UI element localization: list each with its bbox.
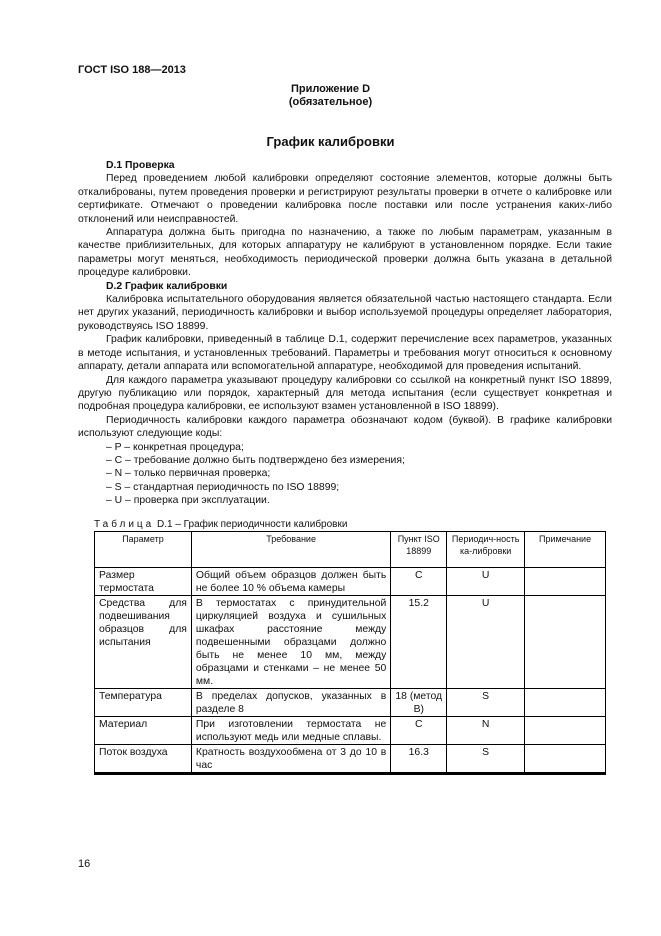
column-header: Пункт ISO 18899 [391, 532, 447, 568]
table-caption [94, 519, 347, 530]
paragraph: Калибровка испытательного оборудования является обязательной частью настоящего стандарта. Если нет других указаний, периодичность калибровки и выбор используемой процедуры определяет лаборатория, руководствуясь ISO 18899. [78, 294, 612, 332]
table-cell: Средства для подвешивания образцов для испытания [95, 596, 192, 689]
table-cell [525, 717, 606, 745]
section-heading-d1: D.1 Проверка [106, 160, 175, 171]
table-row [95, 745, 606, 774]
code-list [78, 441, 612, 508]
table-cell: U [447, 568, 525, 596]
document-id: ГОСТ ISO 188—2013 [78, 64, 186, 76]
table-cell: Поток воздуха [95, 745, 192, 774]
table-row [95, 689, 606, 717]
table-row [95, 568, 606, 596]
annex-title: Приложение D [290, 83, 371, 95]
page-number: 16 [78, 858, 91, 870]
table-cell: В термостатах с принудительной циркуляцией воздуха и сушильных шкафах расстояние между подвешенными образцами должно быть не менее 10 мм, между образцами и стенками – не менее 50 мм. [191, 596, 390, 689]
table-row [95, 717, 606, 745]
calibration-table [94, 531, 606, 775]
column-header: Примечание [525, 532, 606, 568]
table-cell [525, 689, 606, 717]
paragraph: Для каждого параметра указывают процедуру калибровки со ссылкой на конкретный пункт ISO 18899, другую публикацию или порядок, характерный для метода испытания (если существует конкретная и подробная процедура калибровки, ее используют взамен установленной в ISO 18899). [78, 374, 612, 413]
list-item: – S – стандартная периодичность по ISO 18899; [106, 481, 340, 493]
table-cell: 18 (метод B) [391, 689, 447, 717]
list-item: – U – проверка при эксплуатации. [106, 495, 270, 507]
table-header-row [95, 532, 606, 568]
table-cell: При изготовлении термостата не используют медь или медные сплавы. [191, 717, 390, 745]
column-header: Периодич-ность ка-либровки [447, 532, 525, 568]
paragraph: Периодичность калибровки каждого параметра обозначают кодом (буквой). В графике калибровки используют следующие коды: [78, 414, 612, 440]
table-cell: S [447, 689, 525, 717]
section-heading-d2: D.2 График калибровки [106, 280, 228, 292]
table-caption-text: D.1 – График периодичности калибровки [154, 519, 348, 530]
annex-status: (обязательное) [288, 96, 373, 108]
table-caption-prefix: Таблица [94, 519, 155, 530]
table-cell [525, 568, 606, 596]
table-cell: Размер термостата [95, 568, 192, 596]
table-cell: U [447, 596, 525, 689]
table-cell [525, 596, 606, 689]
paragraph: Перед проведением любой калибровки определяют состояние элементов, которые должны быть откалиброваны, путем проведения проверки и регистрируют результаты проверки в отчете о калибровке или сертификате. Отмечают о проведении калибровка после поставки или после устранения каких-либо отклонений или неисправностей. [78, 173, 612, 225]
table-cell: S [447, 745, 525, 774]
table-cell [525, 745, 606, 774]
table-cell: Материал [95, 717, 192, 745]
annex-heading [0, 83, 661, 109]
body-text [78, 159, 612, 508]
table-cell: C [391, 717, 447, 745]
table-cell: 16.3 [391, 745, 447, 774]
column-header: Требование [191, 532, 390, 568]
table-cell: Кратность воздухообмена от 3 до 10 в час [191, 745, 390, 774]
table-row [95, 596, 606, 689]
table-cell: Общий объем образцов должен быть не более 10 % объема камеры [191, 568, 390, 596]
table-cell: В пределах допусков, указанных в разделе 8 [191, 689, 390, 717]
table-cell: N [447, 717, 525, 745]
page-title: График калибровки [266, 134, 395, 149]
list-item: – N – только первичная проверка; [106, 468, 271, 480]
paragraph: График калибровки, приведенный в таблице D.1, содержит перечисление всех параметров, указанных в методе испытания, и установленных требований. Параметры и требования могут относиться к основному аппарату, детали аппарата или вспомогательной аппаратуре, необходимой для проведения испытаний. [78, 334, 612, 373]
column-header: Параметр [95, 532, 192, 568]
table-cell: C [391, 568, 447, 596]
list-item: – C – требование должно быть подтверждено без измерения; [106, 454, 405, 466]
table-cell: Температура [95, 689, 192, 717]
paragraph: Аппаратура должна быть пригодна по назначению, а также по любым параметрам, указанным в качестве приблизительных, для которых аппаратуру не калибруют в установленном порядке. Если такие параметры могут меняться, необходимость периодической проверки должна быть указана в детальной процедуре калибровки. [78, 227, 612, 279]
list-item: – P – конкретная процедура; [106, 441, 244, 453]
table-cell: 15.2 [391, 596, 447, 689]
